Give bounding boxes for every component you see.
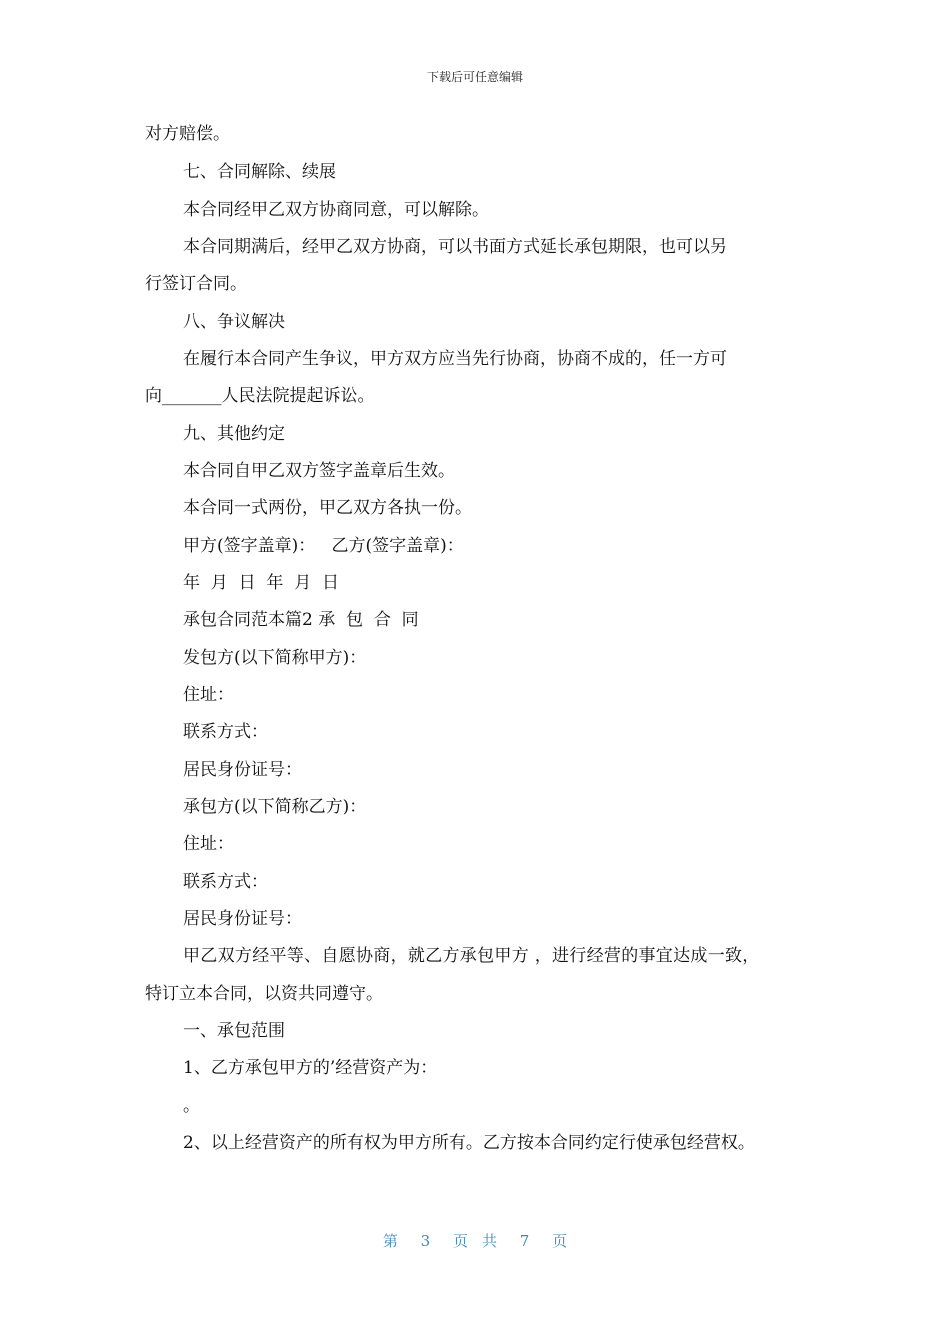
paragraph-line: 本合同自甲乙双方签字盖章后生效。 [183,461,455,481]
field-id-number: 居民身份证号： [183,909,302,929]
field-contact: 联系方式： [183,722,268,742]
paragraph-line: 特订立本合同，以资共同遵守。 [145,984,383,1004]
paragraph-line: 本合同一式两份，甲乙双方各执一份。 [183,498,472,518]
date-line: 年 月 日 年 月 日 [183,573,340,593]
party-a-label: 发包方(以下简称甲方)： [183,648,367,668]
section-heading: 八、争议解决 [183,312,285,332]
paragraph-line: 对方赔偿。 [145,124,230,144]
field-id-number: 居民身份证号： [183,760,302,780]
total-pages: 7 [519,1232,530,1250]
field-contact: 联系方式： [183,872,268,892]
paragraph-line: 本合同期满后，经甲乙双方协商，可以书面方式延长承包期限，也可以另 [183,237,727,257]
paragraph-line: 1、乙方承包甲方的’经营资产为： [183,1058,438,1078]
page-label-prefix: 第 [382,1232,398,1250]
section-heading: 七、合同解除、续展 [183,162,336,182]
paragraph-line: 向_______人民法院提起诉讼。 [145,386,375,406]
page-number: 3 [420,1232,431,1250]
section-heading: 一、承包范围 [183,1021,285,1041]
page-footer [0,1230,950,1251]
page-label-suffix: 页 [552,1232,568,1250]
section-heading: 九、其他约定 [183,424,285,444]
paragraph-line: 甲乙双方经平等、自愿协商，就乙方承包甲方 ，进行经营的事宜达成一致， [183,946,760,966]
paragraph-line: 本合同经甲乙双方协商同意，可以解除。 [183,200,489,220]
paragraph-line: 在履行本合同产生争议，甲方双方应当先行协商，协商不成的，任一方可 [183,349,727,369]
field-address: 住址： [183,685,234,705]
signature-line: 甲方(签字盖章)： 乙方(签字盖章)： [183,536,464,556]
page-header: 下载后可任意编辑 [426,70,523,84]
field-address: 住址： [183,834,234,854]
party-b-label: 承包方(以下简称乙方)： [183,797,367,817]
paragraph-line: 。 [183,1096,200,1116]
page-label-mid: 页共 [452,1232,511,1250]
paragraph-line: 2、以上经营资产的所有权为甲方所有。乙方按本合同约定行使承包经营权。 [183,1133,755,1153]
contract-title: 承包合同范本篇2 承 包 合 同 [183,610,419,630]
paragraph-line: 行签订合同。 [145,274,247,294]
